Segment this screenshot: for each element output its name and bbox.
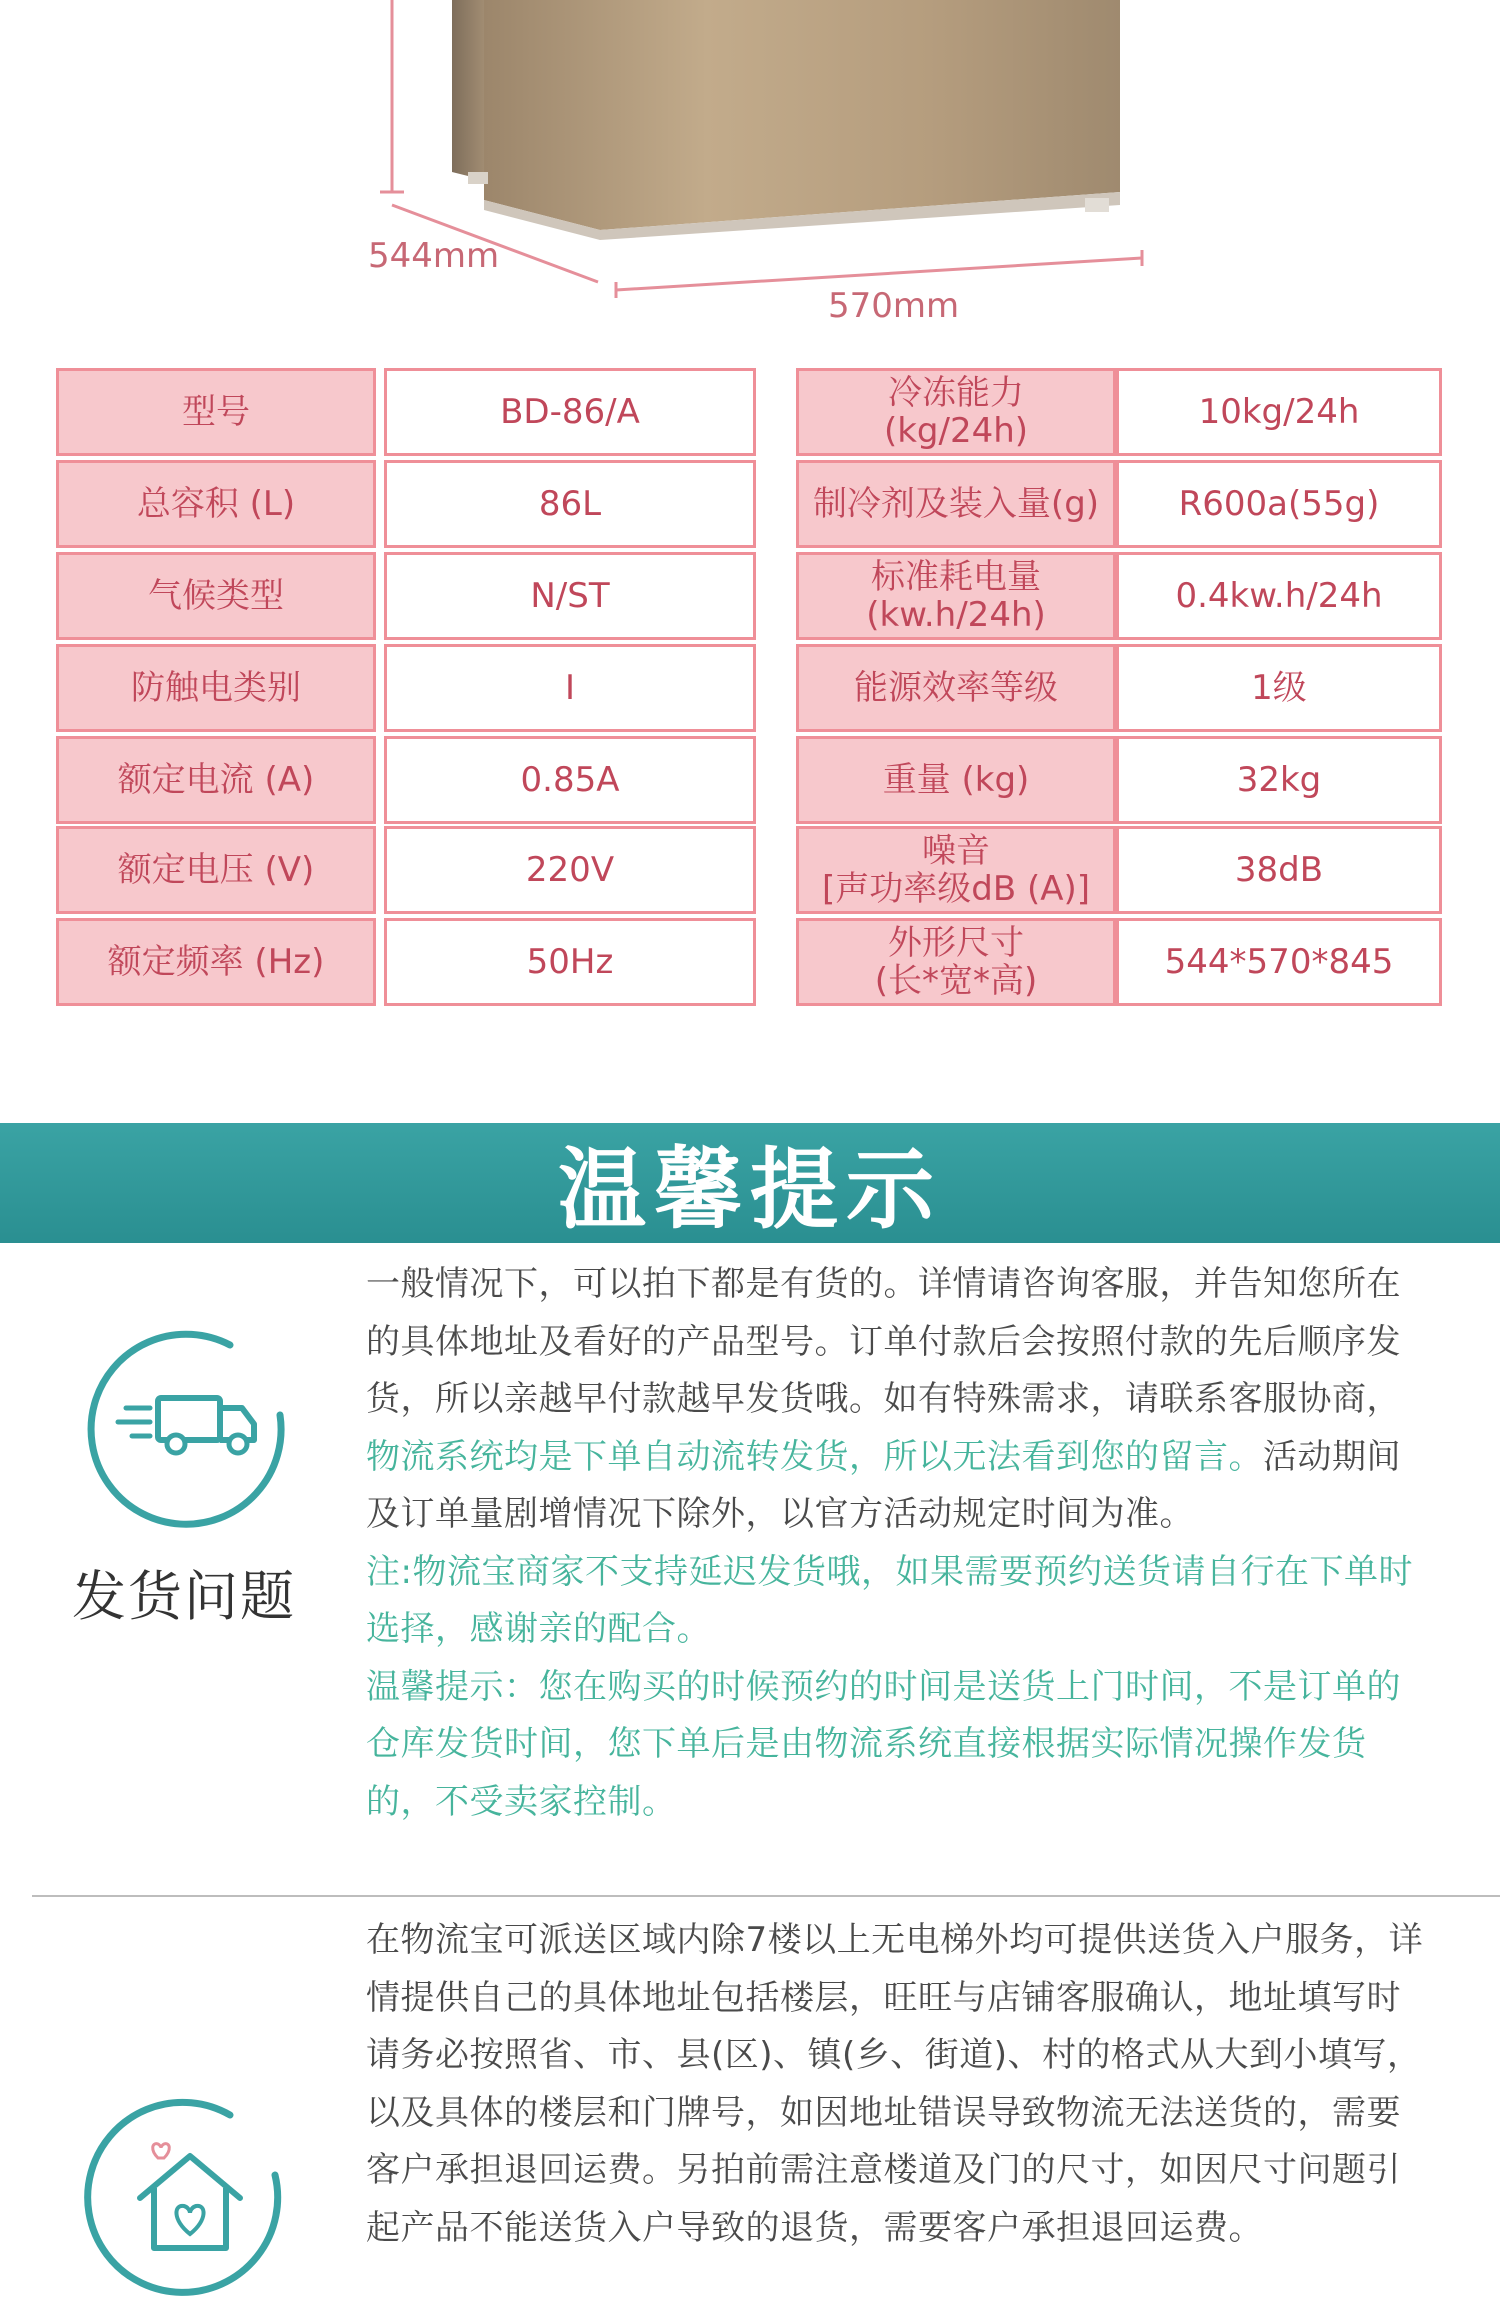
spec-label: 防触电类别 [56,644,376,732]
spec-value: 0.85A [384,736,756,824]
spec-value: 10kg/24h [1116,368,1442,456]
spec-value: N/ST [384,552,756,640]
product-dimension-drawing [0,0,1500,350]
warm-tips-banner [0,1123,1500,1243]
fridge-image [0,0,1500,350]
shipping-logistics-note: 物流系统均是下单自动流转发货，所以无法看到您的留言。 [366,1436,1263,1477]
spec-label: 额定电压 (V) [56,826,376,914]
delivery-text [366,1912,1430,2257]
shipping-title: 发货问题 [72,1565,296,1628]
spec-label: 总容积 (L) [56,460,376,548]
spec-label: 重量 (kg) [796,736,1116,824]
shipping-tip: 温馨提示：您在购买的时候预约的时间是送货上门时间，不是订单的仓库发货时间，您下单后是由物流系统直接根据实际情况操作发货的，不受卖家控制。 [366,1666,1401,1822]
spec-value: 220V [384,826,756,914]
delivery-truck-icon [80,1320,300,1540]
spec-label: 额定频率 (Hz) [56,918,376,1006]
spec-label: 标准耗电量 (kw.h/24h) [796,552,1116,640]
shipping-text [366,1256,1430,1831]
spec-label: 能源效率等级 [796,644,1116,732]
delivery-paragraph: 在物流宝可派送区域内除7楼以上无电梯外均可提供送货入户服务，详情提供自己的具体地址包括楼层，旺旺与店铺客服确认，地址填写时请务必按照省、市、县(区)、镇(乡、街道)、村的格式从大到小填写，以及具体的楼层和门牌号，如因地址错误导致物流无法送货的，需要客户承担退回运费。另拍前需注意楼道及门的尺寸，如因尺寸问题引起产品不能送货入户导致的退货，需要客户承担退回运费。 [366,1920,1424,2248]
spec-value: I [384,644,756,732]
spec-value: 0.4kw.h/24h [1116,552,1442,640]
home-heart-icon [80,2090,300,2310]
section-divider [32,1895,1500,1897]
spec-value: 38dB [1116,826,1442,914]
shipping-note: 注:物流宝商家不支持延迟发货哦，如果需要预约送货请自行在下单时选择，感谢亲的配合。 [366,1551,1413,1649]
spec-label: 冷冻能力 (kg/24h) [796,368,1116,456]
shipping-paragraph-tail: 活动期间及订单量剧增情况下除外，以官方活动规定时间为准。 [366,1436,1401,1534]
shipping-paragraph: 一般情况下，可以拍下都是有货的。详情请咨询客服，并告知您所在的具体地址及看好的产品型号。订单付款后会按照付款的先后顺序发货，所以亲越早付款越早发货哦。如有特殊需求，请联系客服协商， [366,1264,1401,1419]
spec-value: 544*570*845 [1116,918,1442,1006]
spec-label: 气候类型 [56,552,376,640]
banner-title: 温馨提示 [557,1138,942,1241]
spec-label: 额定电流 (A) [56,736,376,824]
spec-value: BD-86/A [384,368,756,456]
depth-dimension-label: 544mm [368,236,500,276]
spec-label: 外形尺寸 (长*宽*高) [796,918,1116,1006]
spec-label: 噪音 [声功率级dB (A)] [796,826,1116,914]
spec-value: 86L [384,460,756,548]
spec-value: 1级 [1116,644,1442,732]
spec-label: 型号 [56,368,376,456]
spec-value: R600a(55g) [1116,460,1442,548]
spec-value: 32kg [1116,736,1442,824]
width-dimension-label: 570mm [828,286,960,326]
spec-label: 制冷剂及装入量(g) [796,460,1116,548]
spec-value: 50Hz [384,918,756,1006]
